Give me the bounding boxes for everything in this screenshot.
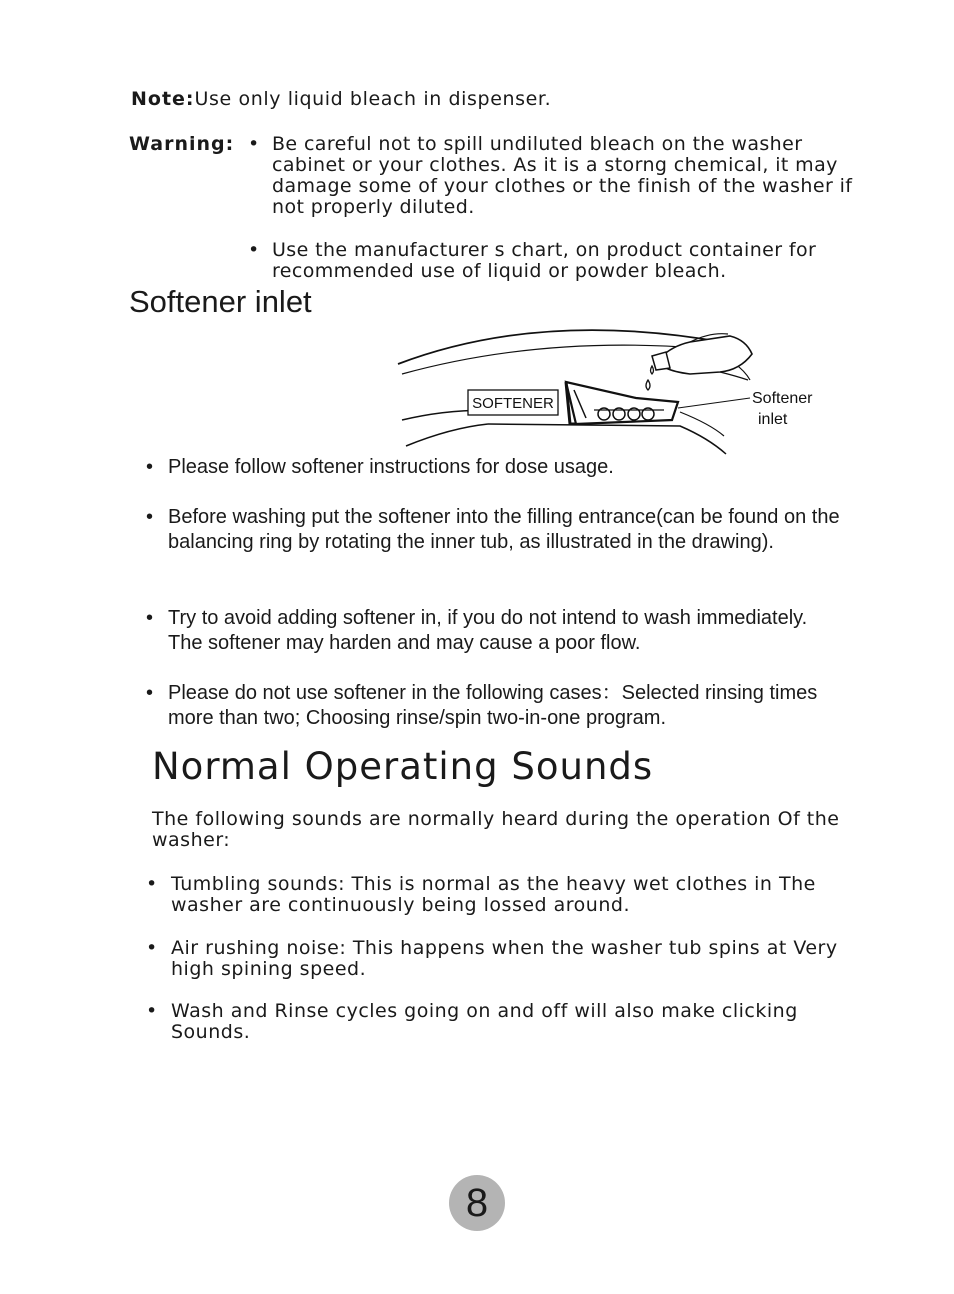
- note-text: Use only liquid bleach in dispenser.: [194, 88, 552, 110]
- sounds-text: Wash and Rinse cycles going on and off will also make clicking Sounds.: [171, 1000, 798, 1043]
- softener-callout-line2: inlet: [758, 411, 788, 428]
- softener-text: Please follow softener instructions for dose usage.: [168, 456, 614, 478]
- sounds-text: Air rushing noise: This happens when the washer tub spins at Very high spining speed.: [171, 937, 838, 980]
- sounds-text: Tumbling sounds: This is normal as the heavy wet clothes in The washer are continuously being lossed around.: [171, 873, 816, 916]
- page-number: 8: [449, 1175, 505, 1231]
- softener-item: [146, 606, 846, 656]
- bullet: •: [146, 506, 154, 528]
- softener-item: [146, 455, 846, 480]
- bullet: •: [146, 873, 158, 895]
- warning-item: [248, 240, 858, 282]
- softener-item: [146, 681, 846, 731]
- softener-text: Before washing put the softener into the filling entrance(can be found on the balancing ring by rotating the inner tub, as illustrated in the drawing).: [168, 506, 840, 553]
- softener-text: Try to avoid adding softener in, if you do not intend to wash immediately. The softener may harden and may cause a poor flow.: [168, 607, 808, 654]
- bullet: •: [146, 607, 154, 629]
- softener-inlet-figure: [390, 328, 830, 460]
- bullet: •: [146, 937, 158, 959]
- bullet: •: [146, 1000, 158, 1022]
- bullet: •: [248, 133, 260, 155]
- softener-box-label: SOFTENER: [472, 395, 554, 412]
- softener-callout-line1: Softener: [752, 390, 813, 407]
- sounds-item: [146, 938, 851, 980]
- softener-item: [146, 505, 846, 555]
- sounds-item: [146, 874, 851, 916]
- softener-heading: Softener inlet: [129, 284, 312, 319]
- bleach-note: [131, 88, 551, 110]
- bullet: •: [248, 239, 260, 261]
- note-label: Note:: [131, 88, 195, 110]
- sounds-heading: Normal Operating Sounds: [152, 745, 654, 788]
- bullet: •: [146, 682, 154, 704]
- softener-text: Please do not use softener in the following cases：Selected rinsing times more than two; Choosing rinse/spin two-in-one program.: [168, 682, 818, 729]
- bullet: •: [146, 456, 154, 478]
- warning-text: Use the manufacturer s chart, on product container for recommended use of liquid or powder bleach.: [272, 239, 817, 282]
- sounds-intro: The following sounds are normally heard during the operation Of the washer:: [152, 808, 840, 851]
- sounds-item: [146, 1001, 851, 1043]
- warning-text: Be careful not to spill undiluted bleach on the washer cabinet or your clothes. As it is a storng chemical, it may damage some of your clothes or the finish of the washer if not properly diluted.: [272, 133, 853, 218]
- warning-label: Warning:: [129, 133, 235, 155]
- warning-item: [248, 134, 858, 218]
